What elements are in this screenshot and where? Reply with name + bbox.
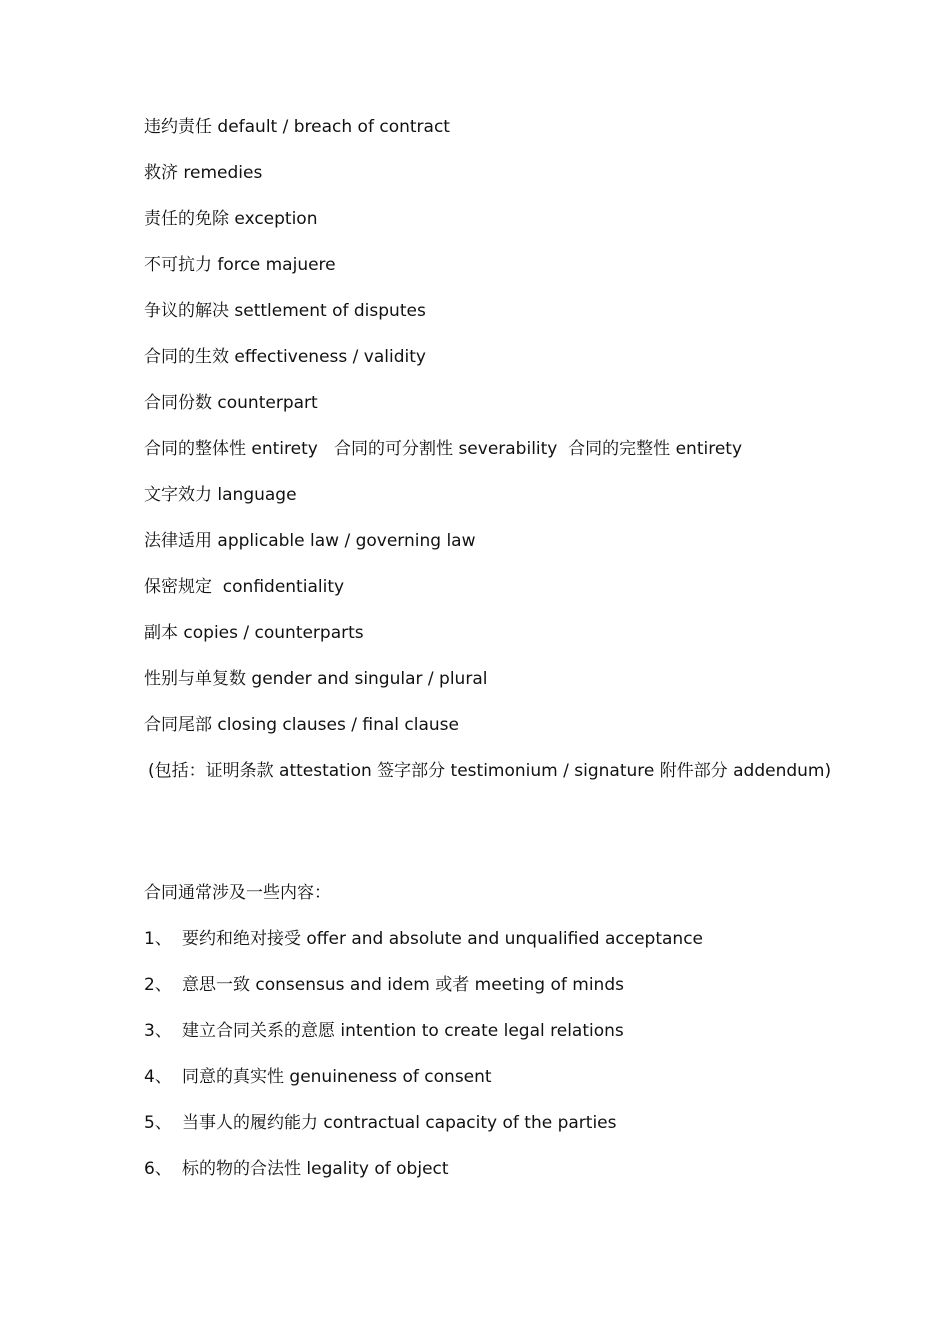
list-item (144, 1108, 904, 1154)
list-item-text: 建立合同关系的意愿 intention to create legal relations (182, 1021, 624, 1041)
term-line: 违约责任 default / breach of contract (144, 117, 450, 137)
list-item (144, 1016, 904, 1062)
contract-term-list (144, 112, 904, 802)
list-item (144, 924, 904, 970)
term-line: 责任的免除 exception (144, 209, 318, 229)
term-line: 性别与单复数 gender and singular / plural (144, 669, 488, 689)
term-line: 文字效力 language (144, 485, 297, 505)
closing-clauses-note: (包括：证明条款 attestation 签字部分 testimonium / signature 附件部分 addendum) (148, 761, 832, 781)
section-title: 合同通常涉及一些内容： (144, 883, 331, 903)
term-line: 合同的生效 effectiveness / validity (144, 347, 426, 367)
term-line: 不可抗力 force majuere (144, 255, 336, 275)
term-line: 争议的解决 settlement of disputes (144, 301, 426, 321)
list-item (144, 970, 904, 1016)
contract-contents-section (144, 878, 904, 1200)
list-item-text: 当事人的履约能力 contractual capacity of the parties (182, 1113, 617, 1133)
term-line: 副本 copies / counterparts (144, 623, 364, 643)
list-item-number: 5、 (144, 1113, 172, 1133)
list-item-text: 同意的真实性 genuineness of consent (182, 1067, 492, 1087)
list-item (144, 1154, 904, 1200)
list-item-text: 意思一致 consensus and idem 或者 meeting of minds (182, 975, 624, 995)
term-line: 合同尾部 closing clauses / final clause (144, 715, 459, 735)
list-item-number: 2、 (144, 975, 172, 995)
list-item-number: 1、 (144, 929, 172, 949)
list-item (144, 1062, 904, 1108)
term-line: 法律适用 applicable law / governing law (144, 531, 476, 551)
list-item-number: 3、 (144, 1021, 172, 1041)
term-line: 救济 remedies (144, 163, 263, 183)
list-item-text: 标的物的合法性 legality of object (182, 1159, 449, 1179)
list-item-text: 要约和绝对接受 offer and absolute and unqualified acceptance (182, 929, 703, 949)
term-line: 合同的整体性 entirety 合同的可分割性 severability 合同的完整性 entirety (144, 439, 743, 459)
term-line: 保密规定 confidentiality (144, 577, 345, 597)
list-item-number: 6、 (144, 1159, 172, 1179)
term-line: 合同份数 counterpart (144, 393, 318, 413)
list-item-number: 4、 (144, 1067, 172, 1087)
